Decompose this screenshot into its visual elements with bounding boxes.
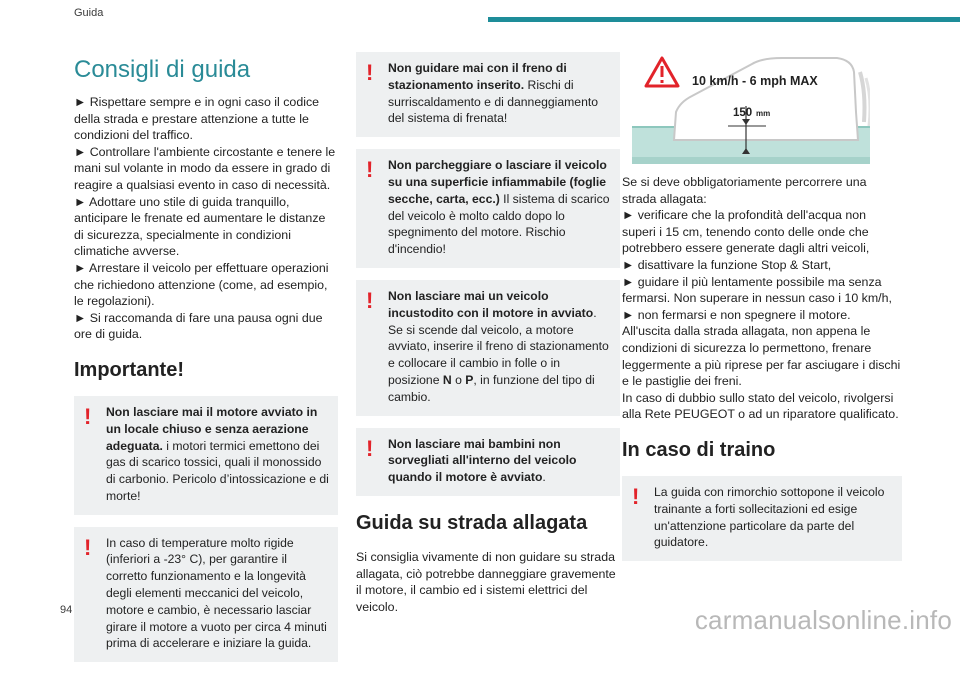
- warning-text: In caso di temperature molto rigide (inferiori a -23° C), per garantire il corretto funzionamento e la longevità degli elementi meccanici del veicolo, motore e cambio, è necessario lasciar girare il motore a vuoto per circa 4 minuti prima di accelerare e iniziare la guida.: [106, 535, 327, 651]
- list-item: All'uscita dalla strada allagata, non appena le condizioni di sicurezza lo permettono, frenare leggermente a più riprese per far asciugare i dischi e le pastiglie dei freni.: [622, 324, 901, 389]
- header-section-label: Guida: [74, 7, 104, 19]
- list-item: ► non fermarsi e non spegnere il motore.: [622, 307, 851, 322]
- warning-box: [622, 476, 902, 561]
- page-title: Consigli di guida: [74, 56, 251, 83]
- warning-icon: !: [366, 60, 374, 85]
- warning-bold: Non parcheggiare o lasciare il veicolo su una superficie infiammabile (foglie secche, carta, ecc.): [388, 158, 607, 206]
- column-right: [622, 52, 902, 573]
- list-item: In caso di dubbio sullo stato del veicolo, rivolgersi alla Rete PEUGEOT o ad un riparatore qualificato.: [622, 390, 899, 422]
- warning-body: , in funzione del tipo di cambio.: [388, 372, 595, 404]
- warning-text: [364, 60, 612, 127]
- warning-text: [364, 288, 612, 406]
- column-middle: [356, 52, 620, 615]
- warning-icon: !: [366, 287, 374, 313]
- warning-icon: !: [84, 403, 92, 429]
- warning-icon: !: [366, 157, 374, 183]
- header-accent-bar: [488, 17, 960, 22]
- warning-text: [82, 404, 330, 505]
- warning-icon: !: [632, 483, 640, 509]
- warning-box: [74, 527, 338, 663]
- warning-body: o: [451, 372, 466, 387]
- warning-body: . Se si scende dal veicolo, a motore avviato, inserire il freno di stazionamento e collocare il cambio in folle o in posizione: [388, 305, 609, 387]
- warning-box: [356, 280, 620, 416]
- warning-icon: !: [366, 435, 374, 461]
- list-item: ► verificare che la profondità dell'acqua non superi i 15 cm, tenendo conto delle onde che potrebbero essere generate dagli altri veicoli,: [622, 208, 870, 256]
- warning-text: La guida con rimorchio sottopone il veicolo trainante a forti sollecitazioni ed esige un'attenzione particolare da parte del guidatore.: [654, 484, 885, 550]
- list-item: ► guidare il più lentamente possibile ma senza fermarsi. Non superare in nessun caso i 10 km/h,: [622, 274, 892, 306]
- warning-text: [364, 157, 612, 258]
- list-item: ► disattivare la funzione Stop & Start,: [622, 257, 832, 272]
- warning-body: Il sistema di scarico del veicolo è molto caldo dopo lo spegnimento del motore. Rischio d'incendio!: [388, 191, 610, 257]
- warning-box: [356, 52, 620, 137]
- warning-box: [356, 428, 620, 496]
- list-item: Se si deve obbligatoriamente percorrere una strada allagata:: [622, 175, 867, 206]
- flood-paragraph: Si consiglia vivamente di non guidare su strada allagata, ciò potrebbe danneggiare gravemente il motore, il cambio ed i sistemi elettrici del veicolo.: [356, 549, 616, 614]
- important-heading: Importante!: [74, 358, 184, 381]
- depth-unit: mm: [756, 109, 771, 118]
- towing-heading: In caso di traino: [622, 438, 776, 461]
- warning-body: .: [542, 470, 546, 485]
- flood-heading: Guida su strada allagata: [356, 511, 588, 534]
- gear-p-label: P: [465, 372, 474, 387]
- flooded-road-illustration: [632, 52, 870, 164]
- warning-bold: Non lasciare mai un veicolo incustodito con il motore in avviato: [388, 288, 594, 320]
- list-item: ► Arrestare il veicolo per effettuare operazioni che richiedono attenzione (come, ad esempio, le regolazioni).: [74, 260, 329, 309]
- warning-box: [356, 149, 620, 268]
- warning-text: [364, 436, 612, 486]
- warning-body: i motori termici emettono dei gas di scarico tossici, quali il monossido di carbonio. Pericolo d’intossicazione e di morte!: [106, 438, 329, 503]
- speed-limit-label: 10 km/h - 6 mph MAX: [692, 74, 818, 88]
- depth-value: 150: [733, 107, 753, 119]
- warning-bold: Non guidare mai con il freno di stazionamento inserito.: [388, 61, 567, 92]
- driving-tips-list: [74, 94, 338, 343]
- list-item: ► Rispettare sempre e in ogni caso il codice della strada e prestare attenzione a tutte le condizioni del traffico.: [74, 95, 320, 143]
- gear-n-label: N: [442, 372, 452, 387]
- list-item: ► Controllare l'ambiente circostante e tenere le mani sul volante in modo da essere in grado di reagire a qualsiasi evento in caso di necessità.: [74, 144, 336, 192]
- warning-body: Rischi di surriscaldamento e di danneggiamento del sistema di frenata!: [388, 77, 599, 126]
- list-item: ► Si raccomanda di fare una pausa ogni due ore di guida.: [74, 310, 323, 342]
- list-item: ► Adottare uno stile di guida tranquillo, anticipare le frenate ed aumentare le distanze di sicurezza, specialmente in condizioni climatiche avverse.: [74, 194, 326, 259]
- warning-bold: Non lasciare mai bambini non sorvegliati all'interno del veicolo quando il motore è avviato: [388, 436, 577, 485]
- flood-instructions: [622, 174, 902, 423]
- page-number: 94: [60, 604, 73, 616]
- watermark: carmanualsonline.info: [694, 605, 952, 635]
- column-left: [74, 52, 338, 674]
- warning-bold: Non lasciare mai il motore avviato in un locale chiuso e senza aerazione adeguata.: [106, 404, 318, 453]
- warning-icon: !: [84, 534, 92, 560]
- warning-box: [74, 396, 338, 515]
